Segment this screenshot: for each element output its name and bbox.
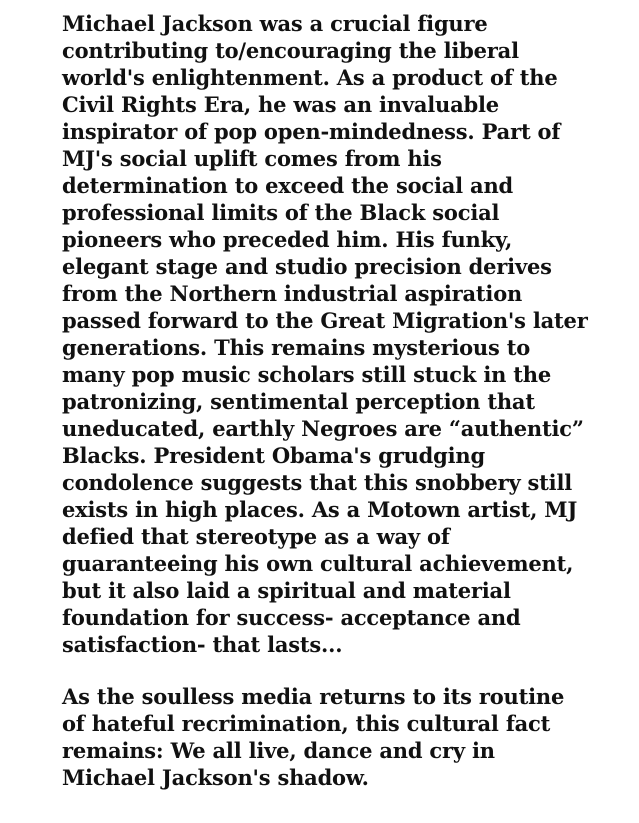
text-line: exists in high places. As a Motown artist, MJ [62, 497, 578, 522]
text-line: uneducated, earthly Negroes are “authentic” [62, 416, 584, 441]
text-line: Michael Jackson's shadow. [62, 765, 369, 790]
text-line: inspirator of pop open-mindedness. Part of [62, 119, 561, 144]
text-line: many pop music scholars still stuck in the [62, 362, 552, 387]
text-line: Michael Jackson was a crucial figure [62, 11, 488, 36]
text-line: satisfaction- that lasts... [62, 632, 343, 657]
text-line: professional limits of the Black social [62, 200, 500, 225]
text-line: condolence suggests that this snobbery still [62, 470, 573, 495]
text-line: from the Northern industrial aspiration [62, 281, 523, 306]
text-line: passed forward to the Great Migration's later [62, 308, 588, 333]
text-line: of hateful recrimination, this cultural fact [62, 711, 551, 736]
text-line: patronizing, sentimental perception that [62, 389, 535, 414]
text-line: contributing to/encouraging the liberal [62, 38, 519, 63]
text-line: MJ's social uplift comes from his [62, 146, 442, 171]
text-line: generations. This remains mysterious to [62, 335, 531, 360]
text-line: foundation for success- acceptance and [62, 605, 521, 630]
text-line: As the soulless media returns to its routine [62, 684, 565, 709]
text-line: determination to exceed the social and [62, 173, 513, 198]
text-line: guaranteeing his own cultural achievement, [62, 551, 574, 576]
text-line: pioneers who preceded him. His funky, [62, 227, 513, 252]
text-line: Civil Rights Era, he was an invaluable [62, 92, 499, 117]
text-line: remains: We all live, dance and cry in [62, 738, 495, 763]
text-line: defied that stereotype as a way of [62, 524, 450, 549]
text-line: Blacks. President Obama's grudging [62, 443, 485, 468]
text-line: world's enlightenment. As a product of the [62, 65, 558, 90]
text-line: elegant stage and studio precision derives [62, 254, 552, 279]
text-line: but it also laid a spiritual and material [62, 578, 511, 603]
